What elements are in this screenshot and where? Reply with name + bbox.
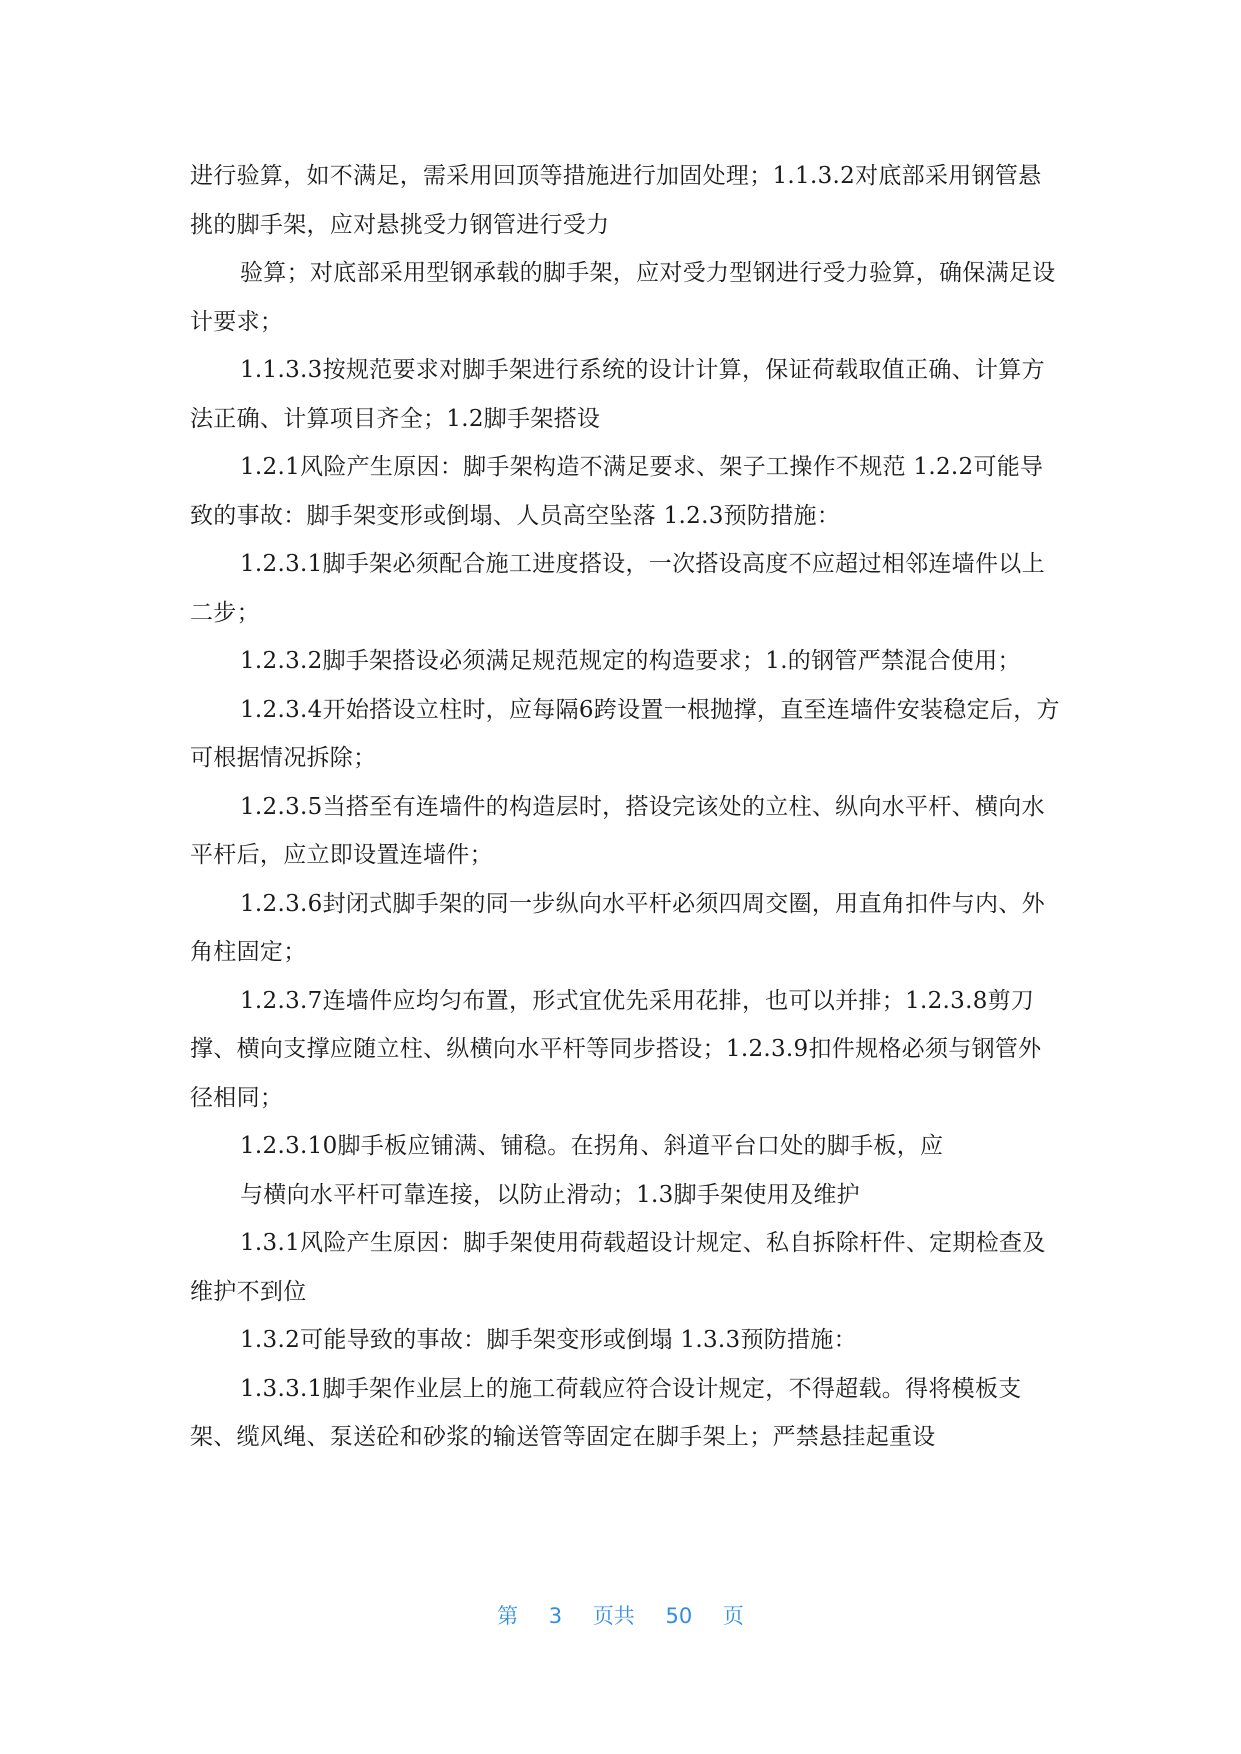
paragraph: 1.2.3.10脚手板应铺满、铺稳。在拐角、斜道平台口处的脚手板，应 <box>240 1133 944 1159</box>
paragraph: 1.2.3.1脚手架必须配合施工进度搭设，一次搭设高度不应超过相邻连墙件以上二步； <box>190 551 1045 626</box>
paragraph: 1.3.2可能导致的事故：脚手架变形或倒塌 1.3.3预防措施： <box>240 1327 857 1353</box>
footer-middle: 页共 <box>592 1604 635 1628</box>
document-body <box>190 152 1060 1462</box>
paragraph: 1.2.3.7连墙件应均匀布置，形式宜优先采用花排，也可以并排；1.2.3.8剪刀撑、横向支撑应随立柱、纵横向水平杆等同步搭设；1.2.3.9扣件规格必须与钢管外径相同； <box>190 987 1042 1111</box>
paragraph: 1.2.3.4开始搭设立柱时，应每隔6跨设置一根抛撑，直至连墙件安装稳定后，方可根据情况拆除； <box>190 696 1060 771</box>
paragraph: 验算；对底部采用型钢承载的脚手架，应对受力型钢进行受力验算，确保满足设计要求； <box>190 260 1056 335</box>
paragraph: 1.2.1风险产生原因：脚手架构造不满足要求、架子工操作不规范 1.2.2可能导致的事故：脚手架变形或倒塌、人员高空坠落 1.2.3预防措施： <box>190 454 1044 529</box>
paragraph: 进行验算，如不满足，需采用回顶等措施进行加固处理；1.1.3.2对底部采用钢管悬挑的脚手架，应对悬挑受力钢管进行受力 <box>190 163 1042 238</box>
paragraph: 1.2.3.2脚手架搭设必须满足规范规定的构造要求；1.的钢管严禁混合使用； <box>240 648 1021 674</box>
paragraph: 1.2.3.5当搭至有连墙件的构造层时，搭设完该处的立柱、纵向水平杆、横向水平杆后，应立即设置连墙件； <box>190 793 1045 868</box>
paragraph: 1.2.3.6封闭式脚手架的同一步纵向水平杆必须四周交圈，用直角扣件与内、外角柱固定； <box>190 890 1045 965</box>
page-footer <box>0 1600 1241 1630</box>
total-pages-number: 50 <box>665 1604 693 1628</box>
footer-suffix: 页 <box>722 1604 744 1628</box>
current-page-number: 3 <box>548 1604 563 1628</box>
footer-prefix: 第 <box>497 1604 519 1628</box>
paragraph: 与横向水平杆可靠连接，以防止滑动；1.3脚手架使用及维护 <box>240 1181 860 1208</box>
paragraph: 1.3.3.1脚手架作业层上的施工荷载应符合设计规定，不得超载。得将模板支架、缆风绳、泵送砼和砂浆的输送管等固定在脚手架上；严禁悬挂起重设 <box>190 1375 1022 1450</box>
paragraph: 1.1.3.3按规范要求对脚手架进行系统的设计计算，保证荷载取值正确、计算方法正确、计算项目齐全；1.2脚手架搭设 <box>190 357 1045 432</box>
paragraph: 1.3.1风险产生原因：脚手架使用荷载超设计规定、私自拆除杆件、定期检查及维护不到位 <box>190 1230 1046 1305</box>
